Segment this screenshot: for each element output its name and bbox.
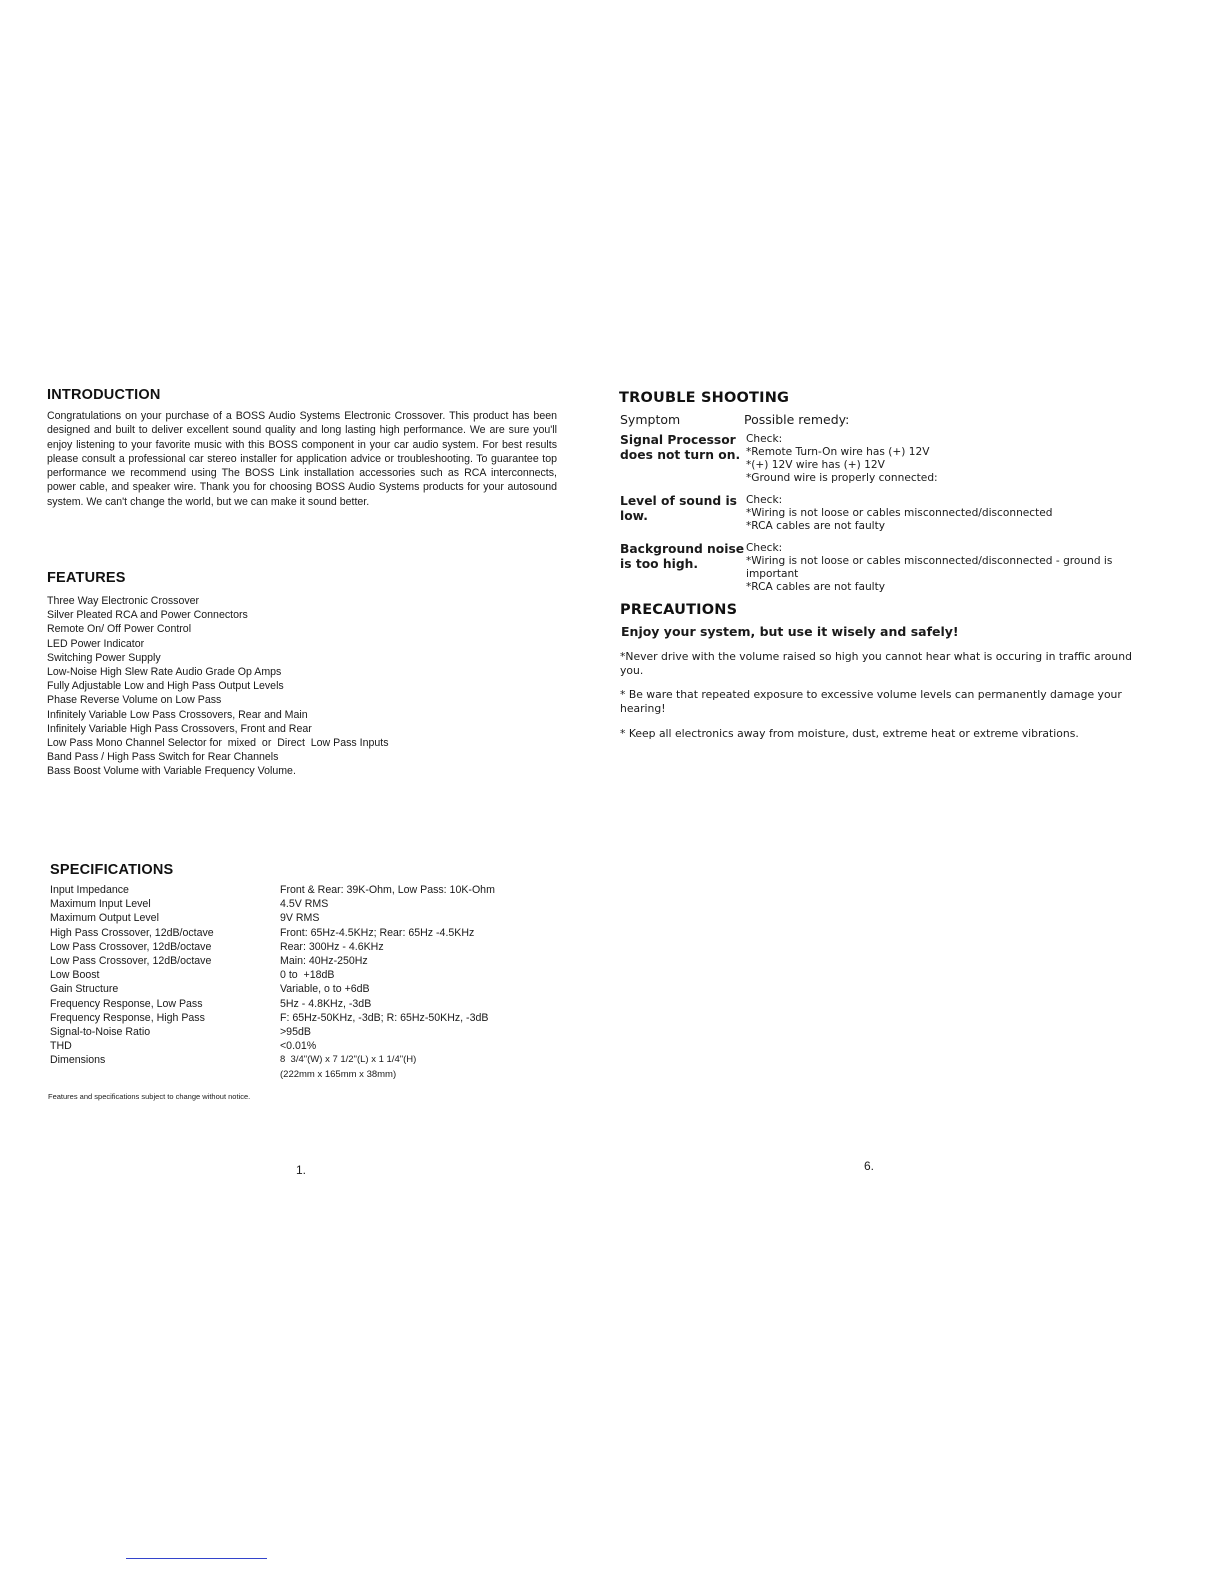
spec-row bbox=[50, 1039, 495, 1053]
symptom-cell bbox=[620, 494, 746, 533]
troubleshooting-row bbox=[620, 433, 1141, 485]
symptom-column-header: Symptom bbox=[620, 412, 681, 427]
symptom-text: Background noise bbox=[620, 542, 745, 556]
remedy-cell bbox=[746, 433, 1141, 485]
remedy-line: Check: bbox=[746, 433, 783, 445]
dimensions-metric: (222mm x 165mm x 38mm) bbox=[280, 1068, 397, 1080]
feature-item: Three Way Electronic Crossover bbox=[47, 595, 200, 607]
feature-item: Low-Noise High Slew Rate Audio Grade Op Amps bbox=[47, 666, 282, 679]
spec-label: THD bbox=[50, 1040, 72, 1053]
symptom-text: is too high. bbox=[620, 557, 699, 571]
feature-item: Remote On/ Off Power Control bbox=[47, 623, 192, 636]
remedy-line: *RCA cables are not faulty bbox=[746, 581, 886, 593]
right-page-number: 6. bbox=[864, 1159, 875, 1173]
spec-label: Dimensions bbox=[50, 1054, 106, 1067]
features-list bbox=[47, 594, 389, 779]
symptom-cell bbox=[620, 542, 746, 594]
troubleshooting-header-row bbox=[620, 412, 1141, 427]
remedy-line: *RCA cables are not faulty bbox=[746, 520, 886, 532]
features-heading: FEATURES bbox=[47, 570, 126, 586]
feature-item: LED Power Indicator bbox=[47, 637, 145, 650]
spec-value: 0 to +18dB bbox=[280, 969, 335, 982]
spec-value: Rear: 300Hz - 4.6KHz bbox=[280, 940, 384, 953]
symptom-text: Signal Processor bbox=[620, 433, 736, 447]
symptom-text: Level of sound is bbox=[620, 494, 738, 508]
troubleshooting-row bbox=[620, 542, 1141, 594]
spec-row bbox=[50, 997, 495, 1011]
precaution-item: * Keep all electronics away from moisture, dust, extreme heat or extreme vibrations. bbox=[620, 727, 1079, 740]
introduction-body: Congratulations on your purchase of a BOSS Audio Systems Electronic Crossover. This product has been designed and built to deliver excellent sound quality and long lasting high performance. We are sure you'll enjoy listening to your favorite music with this BOSS component in your car audio system. For best results please consult a professional car stereo installer for application advice or troubleshooting. To guarantee top performance we recommend using The BOSS Link installation accessories such as RCA interconnects, power cable, and speaker wire. Thank you for choosing BOSS Audio Systems products for your autosound system. We can't change the world, but we can make it sound better. bbox=[47, 410, 557, 508]
spec-label: Low Pass Crossover, 12dB/octave bbox=[50, 940, 212, 953]
remedy-line: *Ground wire is properly connected: bbox=[746, 472, 938, 484]
precaution-item: * Be ware that repeated exposure to excessive volume levels can permanently damage your hearing! bbox=[620, 688, 1122, 715]
spec-label: Frequency Response, High Pass bbox=[50, 1011, 205, 1024]
spec-value: >95dB bbox=[280, 1026, 311, 1039]
feature-item: Switching Power Supply bbox=[47, 651, 161, 664]
spec-label: Low Boost bbox=[50, 969, 100, 982]
spec-value: Front & Rear: 39K-Ohm, Low Pass: 10K-Ohm bbox=[280, 884, 495, 896]
spec-label: Gain Structure bbox=[50, 983, 119, 996]
spec-value: Variable, o to +6dB bbox=[280, 983, 370, 996]
precaution-item: *Never drive with the volume raised so high you cannot hear what is occuring in traffic around you. bbox=[620, 650, 1132, 677]
spec-row bbox=[50, 883, 495, 897]
feature-item: Phase Reverse Volume on Low Pass bbox=[47, 694, 222, 707]
remedy-line: *Wiring is not loose or cables misconnected/disconnected - ground is important bbox=[746, 555, 1113, 580]
spec-value: F: 65Hz-50KHz, -3dB; R: 65Hz-50KHz, -3dB bbox=[280, 1011, 489, 1024]
spec-row bbox=[50, 982, 495, 996]
remedy-cell bbox=[746, 494, 1141, 533]
spec-label: Maximum Input Level bbox=[50, 898, 151, 911]
feature-item: Low Pass Mono Channel Selector for mixed or Direct Low Pass Inputs bbox=[47, 737, 389, 750]
spec-row bbox=[50, 897, 495, 911]
feature-item: Infinitely Variable High Pass Crossovers, Front and Rear bbox=[47, 722, 312, 735]
spec-label: Maximum Output Level bbox=[50, 912, 159, 925]
remedy-cell bbox=[746, 542, 1136, 594]
troubleshooting-heading: TROUBLE SHOOTING bbox=[619, 390, 790, 406]
spec-value: 9V RMS bbox=[280, 912, 320, 925]
specifications-table bbox=[50, 883, 495, 1082]
precautions-heading: PRECAUTIONS bbox=[620, 602, 738, 618]
spec-row bbox=[50, 926, 495, 940]
specifications-note: Features and specifications subject to change without notice. bbox=[48, 1092, 251, 1101]
spec-label: Frequency Response, Low Pass bbox=[50, 997, 203, 1010]
spec-row bbox=[50, 968, 495, 982]
feature-item: Infinitely Variable Low Pass Crossovers, Rear and Main bbox=[47, 708, 308, 721]
symptom-text: low. bbox=[620, 509, 648, 523]
symptom-text: does not turn on. bbox=[620, 448, 741, 462]
spec-value: Main: 40Hz-250Hz bbox=[280, 955, 368, 968]
footer-link-underline bbox=[126, 1558, 267, 1559]
precautions-subheading: Enjoy your system, but use it wisely and safely! bbox=[621, 624, 959, 639]
spec-label: Input Impedance bbox=[50, 884, 129, 896]
remedy-line: *Wiring is not loose or cables misconnected/disconnected bbox=[746, 507, 1053, 519]
spec-value: <0.01% bbox=[280, 1040, 317, 1053]
spec-row bbox=[50, 940, 495, 954]
spec-value: 4.5V RMS bbox=[280, 898, 329, 911]
introduction-heading: INTRODUCTION bbox=[47, 387, 161, 403]
spec-row bbox=[50, 911, 495, 925]
spec-row bbox=[50, 1011, 495, 1025]
remedy-column-header: Possible remedy: bbox=[744, 412, 850, 427]
troubleshooting-row bbox=[620, 494, 1141, 533]
spec-row bbox=[50, 1025, 495, 1039]
specifications-heading: SPECIFICATIONS bbox=[50, 862, 174, 878]
spec-row-dimensions bbox=[50, 1053, 495, 1081]
spec-value: Front: 65Hz-4.5KHz; Rear: 65Hz -4.5KHz bbox=[280, 926, 475, 939]
remedy-line: Check: bbox=[746, 494, 783, 506]
remedy-line: *(+) 12V wire has (+) 12V bbox=[746, 459, 885, 471]
remedy-line: Check: bbox=[746, 542, 783, 554]
spec-label: Low Pass Crossover, 12dB/octave bbox=[50, 955, 212, 968]
troubleshooting-table bbox=[620, 412, 1141, 594]
feature-item: Fully Adjustable Low and High Pass Output Levels bbox=[47, 680, 284, 693]
spec-label: High Pass Crossover, 12dB/octave bbox=[50, 926, 214, 939]
feature-item: Bass Boost Volume with Variable Frequency Volume. bbox=[47, 765, 296, 778]
spec-row bbox=[50, 954, 495, 968]
dimensions-imperial: 8 3/4"(W) x 7 1/2"(L) x 1 1/4"(H) bbox=[280, 1054, 417, 1066]
symptom-cell bbox=[620, 433, 746, 485]
left-page-number: 1. bbox=[296, 1163, 307, 1177]
remedy-line: *Remote Turn-On wire has (+) 12V bbox=[746, 446, 930, 458]
feature-item: Silver Pleated RCA and Power Connectors bbox=[47, 609, 248, 622]
feature-item: Band Pass / High Pass Switch for Rear Channels bbox=[47, 751, 279, 764]
spec-label: Signal-to-Noise Ratio bbox=[50, 1026, 151, 1039]
spec-value: 5Hz - 4.8KHz, -3dB bbox=[280, 997, 372, 1010]
